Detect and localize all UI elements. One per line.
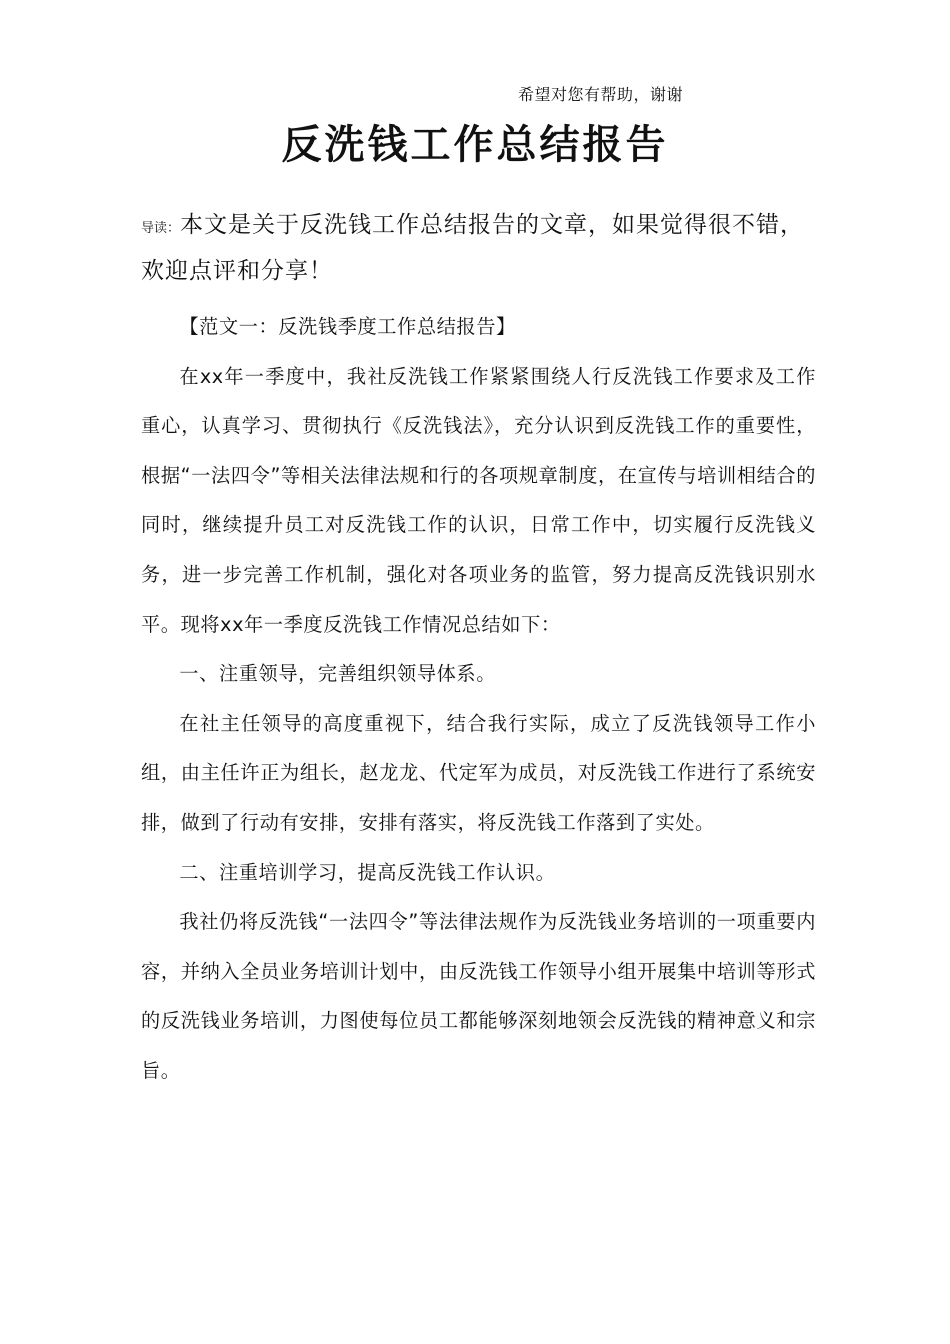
section-heading: 一、注重领导，完善组织领导体系。 [179,662,496,686]
document-body [141,302,816,1096]
intro-label: 导读： [141,221,181,236]
sample-heading: 【范文一：反洗钱季度工作总结报告】 [179,315,516,338]
header-note: 希望对您有帮助，谢谢 [518,85,684,104]
body-paragraph: 我社仍将反洗钱“一法四令”等法律法规作为反洗钱业务培训的一项重要内容，并纳入全员业务培训计划中，由反洗钱工作领导小组开展集中培训等形式的反洗钱业务培训，力图使每位员工都能够深刻地领会反洗钱的精神意义和宗旨。 [141,910,816,1082]
section-heading: 二、注重培训学习，提高反洗钱工作认识。 [179,860,556,884]
intro-text: 本文是关于反洗钱工作总结报告的文章，如果觉得很不错，欢迎点评和分享！ [141,212,805,284]
document-title: 反洗钱工作总结报告 [281,122,669,168]
intro-paragraph [141,204,816,293]
body-paragraph: 在xx年一季度中，我社反洗钱工作紧紧围绕人行反洗钱工作要求及工作重心，认真学习、贯彻执行《反洗钱法》，充分认识到反洗钱工作的重要性，根据“一法四令”等相关法律法规和行的各项规章制度，在宣传与培训相结合的同时，继续提升员工对反洗钱工作的认识，日常工作中，切实履行反洗钱义务，进一步完善工作机制，强化对各项业务的监管，努力提高反洗钱识别水平。现将xx年一季度反洗钱工作情况总结如下： [141,364,816,636]
body-paragraph: 在社主任领导的高度重视下，结合我行实际，成立了反洗钱领导工作小组，由主任许正为组长，赵龙龙、代定军为成员，对反洗钱工作进行了系统安排，做到了行动有安排，安排有落实，将反洗钱工作落到了实处。 [141,711,816,834]
